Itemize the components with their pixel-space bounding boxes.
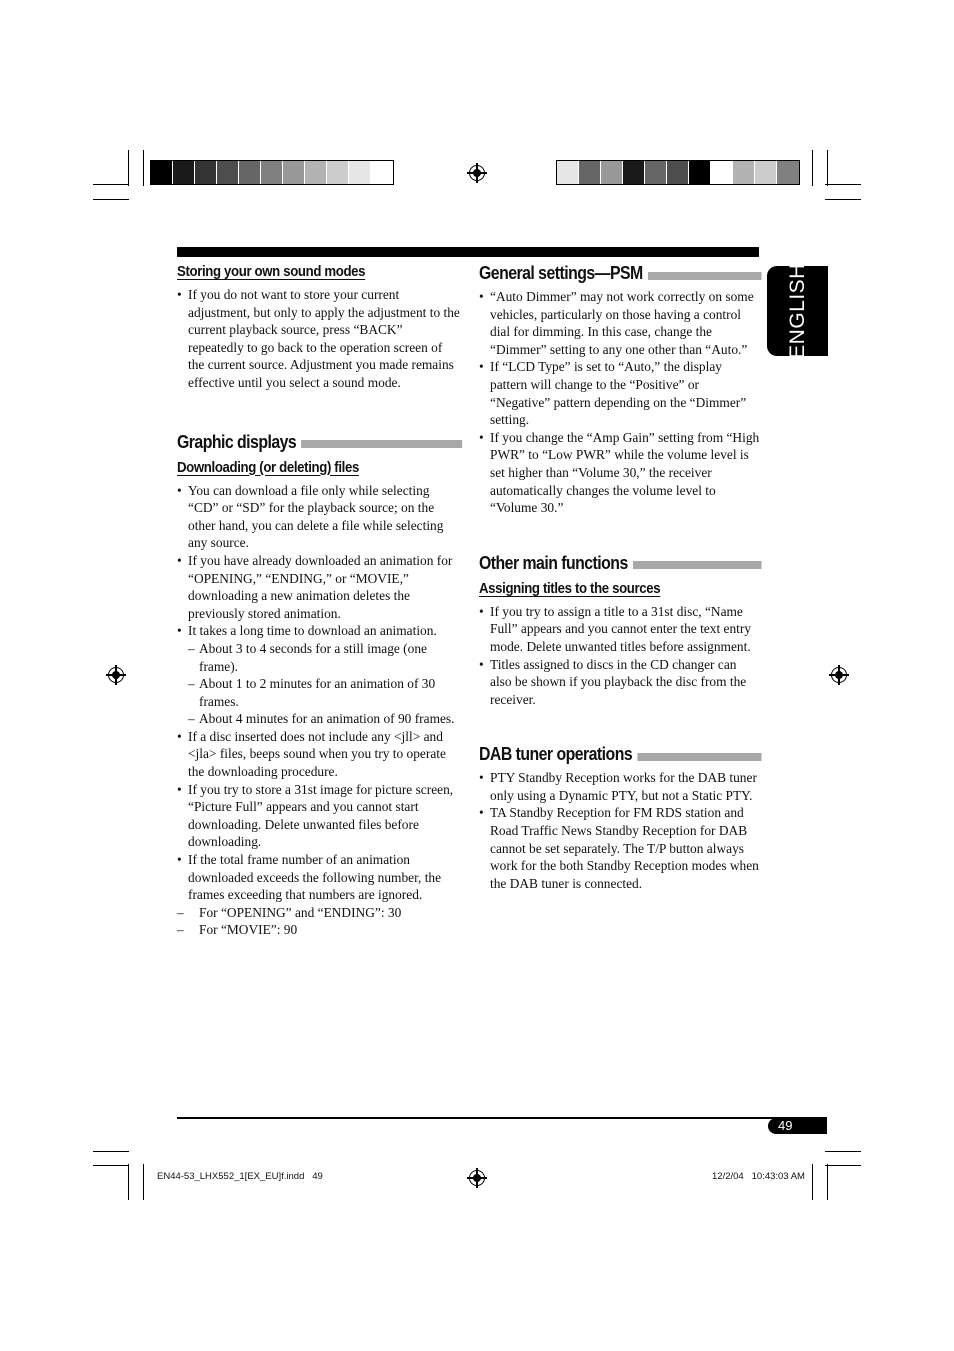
color-swatch: [711, 161, 733, 184]
color-swatch: [601, 161, 623, 184]
color-swatch: [173, 161, 195, 184]
section-subtitle: Storing your own sound modes: [177, 263, 366, 280]
crop-mark: [825, 1151, 861, 1152]
section-subtitle: Assigning titles to the sources: [479, 579, 661, 597]
color-swatch: [217, 161, 239, 184]
list-item: • If the total frame number of an animation downloaded exceeds the following number, the frames exceeding that numbers are ignored.: [177, 851, 461, 904]
color-swatch: [623, 161, 645, 184]
color-swatch: [239, 161, 261, 184]
storing-list: [177, 286, 461, 392]
list-item: • If you try to store a 31st image for picture screen, “Picture Full” appears and you cannot start downloading. Delete unwanted files before downloading.: [177, 781, 461, 851]
section-title-text: General settings—PSM: [479, 263, 643, 283]
crop-mark: [812, 1164, 813, 1200]
crop-mark: [812, 150, 813, 186]
crop-mark: [143, 150, 144, 186]
left-column: [177, 263, 461, 939]
list-item: • TA Standby Reception for FM RDS station and Road Traffic News Standby Reception for DAB cannot be set separately. The T/P button always work for the both Standby Reception modes when the DAB tuner is connected.: [479, 804, 761, 892]
color-swatch: [151, 161, 173, 184]
section-title: [479, 553, 762, 574]
color-swatch: [777, 161, 799, 184]
color-swatch: [305, 161, 327, 184]
title-rule: [301, 440, 461, 448]
sub-item-text: About 1 to 2 minutes for an animation of 30 frames.: [199, 676, 436, 709]
crop-mark: [128, 1164, 129, 1200]
crop-mark: [93, 1151, 129, 1152]
color-swatch: [261, 161, 283, 184]
color-swatch: [645, 161, 667, 184]
sub-item-text: For “OPENING” and “ENDING”: 30: [199, 904, 402, 920]
section-title: [177, 432, 462, 453]
crop-mark: [825, 1165, 861, 1166]
list-item: • If you have already downloaded an animation for “OPENING,” “ENDING,” or “MOVIE,” downloading a new animation deletes the previously stored animation.: [177, 552, 461, 622]
right-column: [479, 263, 761, 892]
section-title: [479, 744, 762, 765]
list-item-text: It takes a long time to download an animation.: [188, 623, 437, 639]
crop-mark: [93, 199, 129, 200]
registration-mark-icon: [831, 667, 847, 683]
page-number: 49: [768, 1118, 827, 1134]
header-rule: [177, 247, 759, 257]
sub-item: [177, 675, 461, 710]
list-item: • If you do not want to store your current adjustment, but only to apply the adjustment to the current playback source, press “BACK” repeatedly to go back to the operation screen of the current source. Adjustment you made remains effective until you select a sound mode.: [177, 286, 461, 392]
color-swatch: [557, 161, 579, 184]
crop-mark: [827, 1164, 828, 1200]
section-title-text: Graphic displays: [177, 431, 297, 452]
sub-item-text: For “MOVIE”: 90: [199, 922, 298, 938]
list-item: • PTY Standby Reception works for the DAB tuner only using a Dynamic PTY, but not a Static PTY.: [479, 769, 761, 804]
list-item: • If you change the “Amp Gain” setting from “High PWR” to “Low PWR” while the volume level is set higher than “Volume 30,” the receiver automatically changes the volume level to “Volume 30.”: [479, 429, 761, 517]
color-swatch: [283, 161, 305, 184]
sub-item: [177, 921, 461, 939]
crop-mark: [825, 184, 861, 185]
sub-item: [177, 640, 461, 675]
footer-rule: [177, 1117, 827, 1119]
color-swatch: [755, 161, 777, 184]
list-item: • If “LCD Type” is set to “Auto,” the display pattern will change to the “Positive” or “Negative” pattern depending on the “Dimmer” setting.: [479, 358, 761, 428]
crop-mark: [93, 184, 129, 185]
graphic-list: [177, 482, 461, 939]
crop-mark: [93, 1165, 129, 1166]
list-item: • If you try to assign a title to a 31st disc, “Name Full” appears and you cannot enter the text entry mode. Delete unwanted titles before assignment.: [479, 603, 761, 656]
section-subtitle: Downloading (or deleting) files: [177, 458, 359, 476]
title-rule: [633, 561, 762, 569]
dash-mark: –: [188, 711, 195, 727]
language-tab-label: ENGLISH: [785, 263, 809, 359]
sub-item: [177, 710, 461, 728]
list-item: • If a disc inserted does not include any <jll> and <jla> files, beeps sound when you try to operate the downloading procedure.: [177, 728, 461, 781]
section-title-text: Other main functions: [479, 552, 628, 573]
color-swatch: [327, 161, 349, 184]
dash-mark: –: [177, 904, 184, 920]
section-title-text: DAB tuner operations: [479, 744, 633, 765]
crop-mark: [827, 150, 828, 186]
sub-item-text: About 4 minutes for an animation of 90 frames.: [199, 711, 455, 727]
color-swatch: [579, 161, 601, 184]
title-rule: [648, 272, 762, 280]
list-item: • Titles assigned to discs in the CD changer can also be shown if you playback the disc from the receiver.: [479, 656, 761, 709]
registration-mark-icon: [108, 667, 124, 683]
registration-mark-icon: [469, 1170, 485, 1186]
crop-mark: [143, 1164, 144, 1200]
section-title: [479, 263, 762, 284]
other-list: [479, 603, 761, 709]
language-tab: [767, 263, 828, 359]
sub-item-text: About 3 to 4 seconds for a still image (one frame).: [199, 640, 427, 674]
color-swatch: [349, 161, 371, 184]
title-rule: [637, 753, 761, 761]
sub-item: [177, 904, 461, 922]
color-swatch: [667, 161, 689, 184]
footer-file-label: EN44-53_LHX552_1[EX_EU]f.indd 49: [157, 1171, 323, 1182]
list-item: • “Auto Dimmer” may not work correctly on some vehicles, particularly on those having a control dial for dimming. In this case, change the “Dimmer” setting to any one other than “Auto.”: [479, 288, 761, 358]
registration-mark-icon: [469, 165, 485, 181]
dab-list: [479, 769, 761, 892]
crop-mark: [128, 150, 129, 186]
color-bar-right: [556, 160, 800, 185]
crop-mark: [825, 199, 861, 200]
color-swatch: [195, 161, 217, 184]
color-swatch: [371, 161, 393, 184]
list-item: [177, 622, 461, 640]
footer-date-label: 12/2/04 10:43:03 AM: [712, 1171, 805, 1182]
color-swatch: [689, 161, 711, 184]
dash-mark: –: [177, 922, 184, 938]
list-item: • You can download a file only while selecting “CD” or “SD” for the playback source; on the other hand, you can delete a file while selecting any source.: [177, 482, 461, 552]
dash-mark: –: [188, 676, 195, 692]
dash-mark: –: [188, 640, 195, 656]
psm-list: [479, 288, 761, 517]
color-swatch: [733, 161, 755, 184]
color-bar-left: [150, 160, 394, 185]
